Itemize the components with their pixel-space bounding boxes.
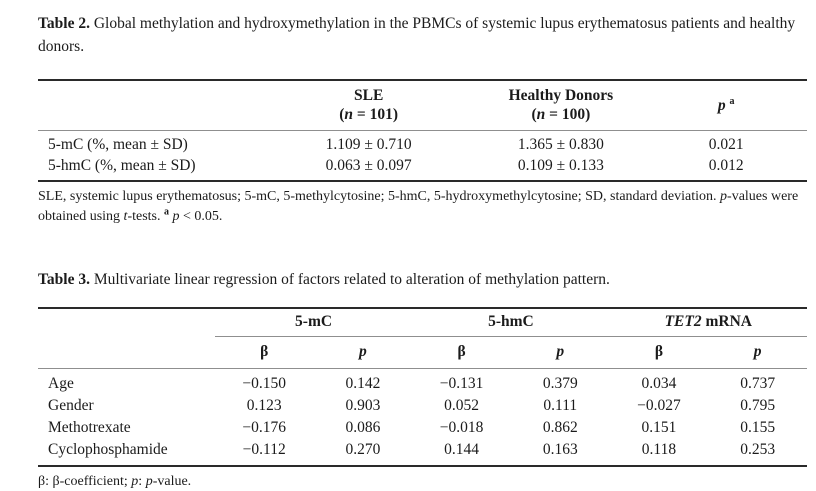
table2-header-healthy-title: Healthy Donors xyxy=(508,87,614,104)
table3-cell: −0.150 xyxy=(242,375,287,392)
table3-caption-label: Table 3. xyxy=(38,271,90,288)
table2-row-label: 5-hmC (%, mean ± SD) xyxy=(48,157,196,174)
table3-row-label: Age xyxy=(48,375,74,392)
table3-cell: 0.163 xyxy=(542,441,578,458)
table3-header-empty xyxy=(38,308,215,337)
table3-group-header-row xyxy=(38,308,807,337)
table3-group-tet2: TET2 mRNA xyxy=(610,308,807,337)
table2-caption xyxy=(38,12,807,58)
table3-row-label: Methotrexate xyxy=(48,419,131,436)
table2-cell-healthy: 1.365 ± 0.830 xyxy=(517,136,604,153)
table2-cell-p: 0.012 xyxy=(708,157,744,174)
table3 xyxy=(38,307,807,467)
table3-subheader-p: p xyxy=(753,343,762,360)
table3-row-label: Cyclophosphamide xyxy=(48,441,168,458)
table3-row-label: Gender xyxy=(48,397,94,414)
table3-cell: 0.144 xyxy=(444,441,480,458)
table2-header-sle-n: (n = 101) xyxy=(339,106,399,123)
table3-cell: 0.111 xyxy=(543,397,578,414)
table2-header-sle-title: SLE xyxy=(354,87,384,104)
table2-header-sle xyxy=(261,80,476,131)
table3-cell: 0.270 xyxy=(345,441,381,458)
table2 xyxy=(38,79,807,182)
table3-cell: −0.018 xyxy=(439,419,484,436)
table2-row-5mc xyxy=(38,131,807,156)
table3-group-5hmc: 5-hmC xyxy=(412,308,609,337)
table3-caption xyxy=(38,268,807,291)
table3-row-age xyxy=(38,369,807,395)
table3-cell: 0.034 xyxy=(641,375,677,392)
table3-group-5mc: 5-mC xyxy=(215,308,412,337)
table3-cell: 0.737 xyxy=(740,375,776,392)
table3-row-gender xyxy=(38,395,807,417)
table2-caption-label: Table 2. xyxy=(38,15,90,32)
table3-cell: 0.253 xyxy=(740,441,776,458)
table3-cell: 0.123 xyxy=(246,397,282,414)
table2-footnote: SLE, systemic lupus erythematosus; 5-mC, 5-methylcytosine; 5-hmC, 5-hydroxymethylcytosine; SD, standard deviation. p-values were obtained using t-tests. $^a$ p < 0.05. xyxy=(38,189,799,224)
table3-footnote: β: β-coefficient; p: p-value. xyxy=(38,474,192,489)
table2-header-healthy xyxy=(476,80,645,131)
table3-cell: −0.176 xyxy=(242,419,287,436)
table3-row-methotrexate xyxy=(38,417,807,439)
table2-row-label: 5-mC (%, mean ± SD) xyxy=(48,136,188,153)
table3-subheader-empty xyxy=(38,337,215,369)
table3-cell: −0.027 xyxy=(637,397,681,414)
table3-subheader-p: p xyxy=(556,343,565,360)
table3-subheader-beta: β xyxy=(654,343,664,360)
table3-cell: 0.795 xyxy=(740,397,776,414)
table3-subheader-beta: β xyxy=(260,343,269,360)
table3-subheader-beta: β xyxy=(457,343,466,360)
table2-cell-sle: 1.109 ± 0.710 xyxy=(325,136,412,153)
table2-header-healthy-n: (n = 100) xyxy=(531,106,591,123)
table2-header-row xyxy=(38,80,807,131)
table2-caption-text: Global methylation and hydroxymethylation in the PBMCs of systemic lupus erythematosus patients and healthy donors. xyxy=(38,15,796,55)
footnote-superscript-a: a xyxy=(164,206,169,218)
table3-cell: 0.862 xyxy=(542,419,578,436)
table3-cell: 0.118 xyxy=(641,441,677,458)
table3-cell: 0.151 xyxy=(641,419,677,436)
table2-row-5hmc xyxy=(38,155,807,181)
table2-header-empty xyxy=(38,80,261,131)
table3-cell: −0.112 xyxy=(242,441,286,458)
table3-cell: −0.131 xyxy=(439,375,484,392)
table2-cell-healthy: 0.109 ± 0.133 xyxy=(517,157,604,174)
table2-cell-p: 0.021 xyxy=(708,136,744,153)
table3-cell: 0.379 xyxy=(542,375,578,392)
table3-cell: 0.052 xyxy=(444,397,480,414)
table3-row-cyclophosphamide xyxy=(38,439,807,467)
table2-cell-sle: 0.063 ± 0.097 xyxy=(325,157,412,174)
table3-subheader-p: p xyxy=(359,343,367,360)
table3-cell: 0.086 xyxy=(345,419,381,436)
table3-cell: 0.142 xyxy=(345,375,381,392)
table3-caption-text: Multivariate linear regression of factors related to alteration of methylation pattern. xyxy=(93,271,610,288)
table3-subheader-row xyxy=(38,337,807,369)
table3-cell: 0.155 xyxy=(740,419,776,436)
table3-cell: 0.903 xyxy=(345,397,381,414)
table2-header-p: p $^a$ xyxy=(717,95,735,114)
